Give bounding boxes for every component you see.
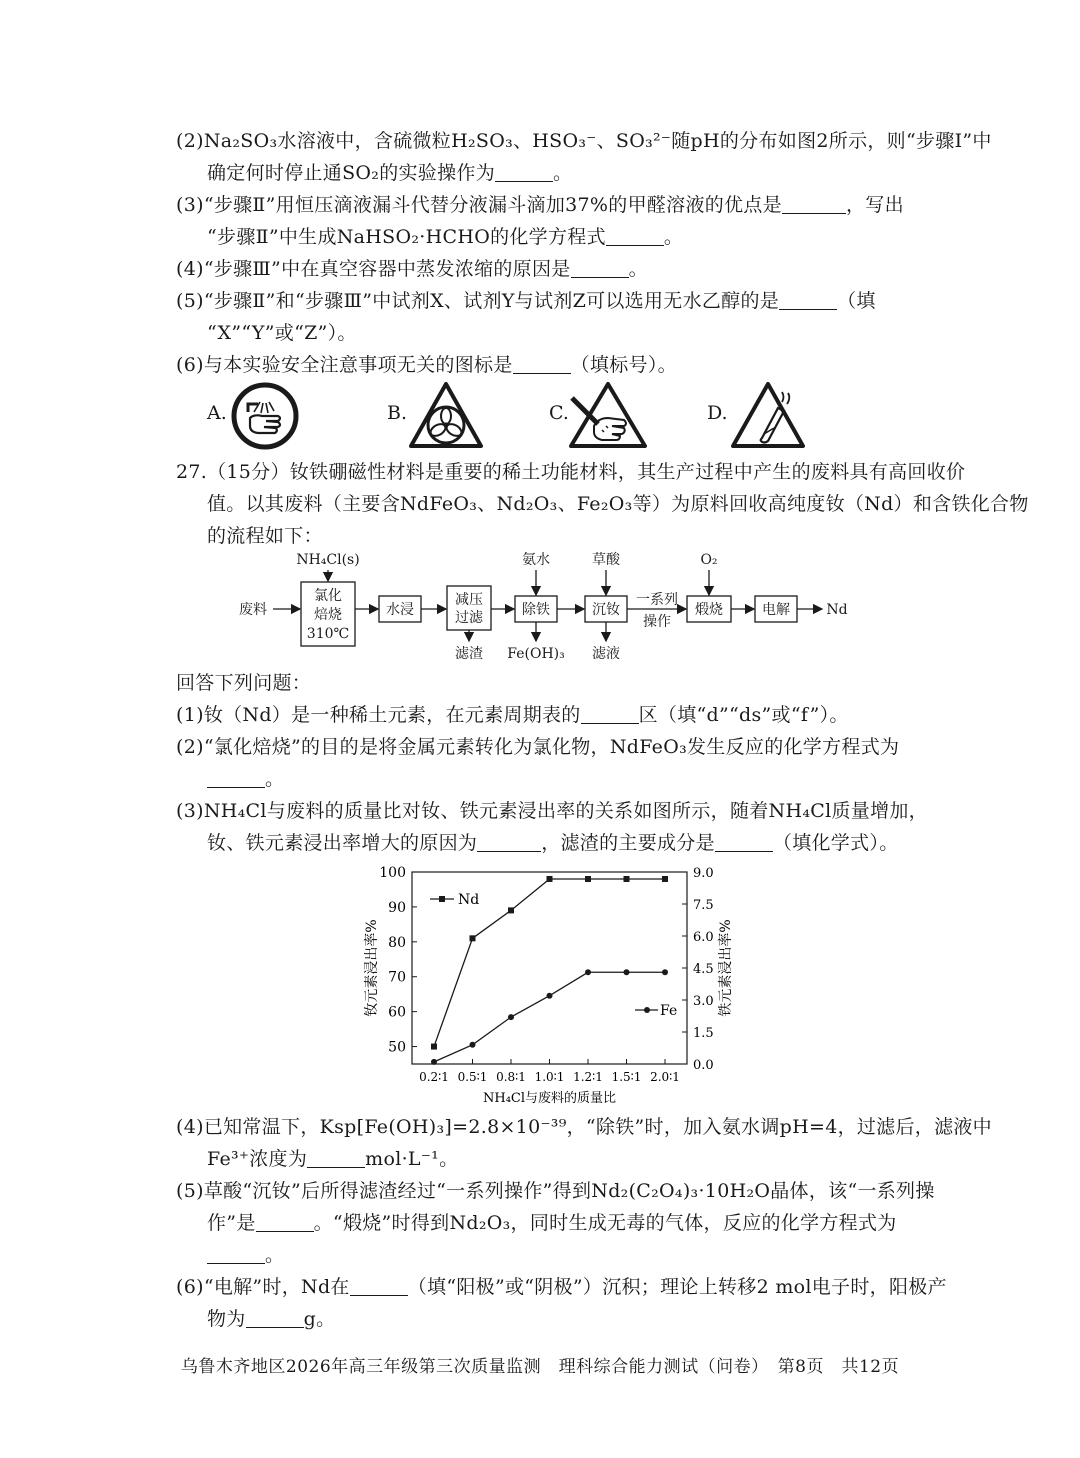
- leach-rate-chart: [350, 858, 750, 1108]
- process-flow-diagram: [225, 548, 865, 668]
- answer-blank[interactable]: [477, 831, 541, 852]
- flow-box1-line2: 焙烧: [314, 607, 342, 623]
- answer-prompt: 回答下列问题：: [176, 672, 312, 694]
- q27-intro-line1: 27.（15分）钕铁硼磁性材料是重要的稀土功能材料，其生产过程中产生的废料具有高回收价: [176, 461, 966, 483]
- flow-arrow-label-line1: 一系列: [636, 592, 678, 608]
- q26-part2-line1: (2)Na₂SO₃水溶液中，含硫微粒H₂SO₃、HSO₃⁻、SO₃²⁻随pH的分布如图2所示，则“步骤Ⅰ”中: [176, 130, 992, 152]
- flow-reagent-nh4cl: NH₄Cl(s): [296, 552, 360, 568]
- right-tick-label: 3.0: [693, 994, 714, 1009]
- x-axis-label: NH₄Cl与废料的质量比: [482, 1091, 617, 1106]
- exhaust-fan-icon: [408, 380, 484, 450]
- flow-box3-line2: 过滤: [455, 610, 483, 626]
- x-tick-label: 0.2∶1: [419, 1070, 449, 1084]
- q27-part2-line1: (2)“氯化焙烧”的目的是将金属元素转化为氯化物，NdFeO₃发生反应的化学方程式为: [176, 736, 900, 758]
- right-tick-label: 6.0: [693, 930, 714, 945]
- right-tick-label: 0.0: [693, 1058, 714, 1073]
- data-point-fe: [624, 969, 630, 975]
- option-b-label: B.: [387, 402, 408, 424]
- answer-blank[interactable]: [581, 703, 639, 724]
- q27-part5-line3: 。: [207, 1242, 284, 1268]
- right-tick-label: 7.5: [693, 898, 714, 913]
- page-footer: 乌鲁木齐地区2026年高三年级第三次质量监测 理科综合能力测试（问卷） 第8页 共12页: [180, 1357, 900, 1377]
- x-tick-label: 1.5∶1: [611, 1070, 642, 1084]
- x-tick-label: 1.0∶1: [534, 1070, 565, 1084]
- answer-blank[interactable]: [606, 225, 664, 246]
- q27-intro-line2: 值。以其废料（主要含NdFeO₃、Nd₂O₃、Fe₂O₃等）为原料回收高纯度钕（Nd）和含铁化合物: [207, 493, 1029, 515]
- answer-blank[interactable]: [715, 831, 773, 852]
- q27-part3-line2: 钕、铁元素浸出率增大的原因为 ，滤渣的主要成分是 （填化学式）。: [207, 832, 899, 854]
- q27-part6-line2: 物为 g。: [207, 1308, 336, 1330]
- q26-part2-line2: 确定何时停止通SO₂的实验操作为 。: [207, 162, 573, 184]
- left-tick-label: 100: [379, 865, 406, 881]
- q26-part6: (6)与本实验安全注意事项无关的图标是 （填标号）。: [176, 354, 677, 376]
- sharp-object-icon: [568, 380, 648, 450]
- flow-end-label: Nd: [826, 602, 848, 618]
- q26-part4: (4)“步骤Ⅲ”中在真空容器中蒸发浓缩的原因是 。: [176, 258, 648, 280]
- data-point-fe: [470, 1042, 476, 1048]
- flow-out-residue: 滤渣: [455, 646, 483, 662]
- data-point-nd: [470, 935, 476, 941]
- data-point-nd: [624, 876, 630, 882]
- flow-box6-label: 煅烧: [695, 602, 723, 618]
- data-point-nd: [508, 907, 514, 913]
- data-point-fe: [508, 1014, 514, 1020]
- x-tick-label: 0.5∶1: [457, 1070, 488, 1084]
- data-point-nd: [585, 876, 591, 882]
- flow-reagent-o2: O₂: [700, 552, 718, 568]
- flow-box2-label: 水浸: [386, 602, 414, 618]
- data-point-nd: [547, 876, 553, 882]
- x-tick-label: 1.2∶1: [573, 1070, 603, 1084]
- q27-part2-line2: 。: [207, 766, 284, 792]
- wash-hands-icon: [230, 382, 300, 450]
- flow-out-filtrate: 滤液: [592, 646, 620, 662]
- legend-fe-label: Fe: [660, 1003, 678, 1019]
- series-line-fe: [434, 972, 665, 1062]
- answer-blank[interactable]: [207, 767, 265, 788]
- flow-box5-label: 沉钕: [592, 602, 620, 618]
- q26-part3-line2: “步骤Ⅱ”中生成NaHSO₂·HCHO的化学方程式 。: [207, 226, 684, 248]
- left-tick-label: 60: [388, 1004, 406, 1021]
- q27-part4-line2: Fe³⁺浓度为 mol·L⁻¹。: [207, 1148, 459, 1170]
- option-c-label: C.: [549, 402, 569, 424]
- x-tick-label: 0.8∶1: [496, 1070, 526, 1084]
- answer-blank[interactable]: [495, 161, 553, 182]
- flow-arrow-label-line2: 操作: [643, 614, 671, 630]
- answer-blank[interactable]: [513, 353, 571, 374]
- left-axis-label: 钕元素浸出率%: [364, 919, 380, 1017]
- q27-intro-line3: 的流程如下：: [207, 525, 323, 547]
- flow-box7-label: 电解: [762, 602, 790, 618]
- answer-blank[interactable]: [782, 193, 846, 214]
- answer-blank[interactable]: [307, 1147, 365, 1168]
- flow-out-feoh3: Fe(OH)₃: [507, 646, 565, 662]
- x-tick-label: 2.0∶1: [650, 1070, 680, 1084]
- right-tick-label: 1.5: [693, 1026, 714, 1041]
- q27-part4-line1: (4)已知常温下，Ksp[Fe(OH)₃]=2.8×10⁻³⁹，“除铁”时，加入氨水调pH=4，过滤后，滤液中: [176, 1116, 992, 1138]
- q27-part3-line1: (3)NH₄Cl与废料的质量比对钕、铁元素浸出率的关系如图所示，随着NH₄Cl质量增加，: [176, 800, 928, 822]
- legend-nd-marker: [439, 896, 445, 902]
- q27-part6-line1: (6)“电解”时，Nd在 （填“阳极”或“阴极”）沉积；理论上转移2 mol电子时，阳极产: [176, 1276, 947, 1298]
- flow-start-label: 废料: [239, 602, 267, 618]
- option-a-label: A.: [207, 402, 227, 424]
- data-point-fe: [547, 993, 553, 999]
- flow-box4-label: 除铁: [522, 602, 550, 618]
- legend-fe-marker: [644, 1007, 650, 1013]
- answer-blank[interactable]: [246, 1307, 304, 1328]
- flow-reagent-oxalic: 草酸: [592, 552, 620, 568]
- right-axis-label: 铁元素浸出率%: [718, 919, 734, 1017]
- answer-blank[interactable]: [207, 1243, 265, 1264]
- flow-box1-line3: 310℃: [306, 626, 350, 642]
- hot-test-tube-icon: [730, 380, 806, 450]
- right-tick-label: 4.5: [693, 962, 714, 977]
- answer-blank[interactable]: [256, 1211, 314, 1232]
- answer-blank[interactable]: [350, 1275, 408, 1296]
- answer-blank[interactable]: [779, 289, 837, 310]
- data-point-nd: [431, 1044, 437, 1050]
- plot-frame: [412, 872, 687, 1064]
- q27-part5-line2: 作”是 。“煅烧”时得到Nd₂O₃，同时生成无毒的气体，反应的化学方程式为: [207, 1212, 897, 1234]
- q27-part1: (1)钕（Nd）是一种稀土元素，在元素周期表的 区（填“d”“ds”或“f”）。: [176, 704, 849, 726]
- q26-part3-line1: (3)“步骤Ⅱ”用恒压滴液漏斗代替分液漏斗滴加37%的甲醛溶液的优点是 ，写出: [176, 194, 904, 216]
- flow-box3-line1: 减压: [455, 592, 483, 608]
- flow-reagent-ammonia: 氨水: [522, 552, 550, 568]
- q26-part5-line1: (5)“步骤Ⅱ”和“步骤Ⅲ”中试剂X、试剂Y与试剂Z可以选用无水乙醇的是 （填: [176, 290, 876, 312]
- data-point-nd: [662, 876, 668, 882]
- legend-nd-label: Nd: [458, 892, 480, 908]
- answer-blank[interactable]: [571, 257, 629, 278]
- q26-part5-line2: “X”“Y”或“Z”）。: [207, 322, 357, 344]
- data-point-fe: [585, 969, 591, 975]
- left-tick-label: 70: [388, 969, 406, 986]
- data-point-fe: [662, 969, 668, 975]
- left-tick-label: 50: [388, 1039, 406, 1056]
- flow-box1-line1: 氯化: [314, 588, 342, 604]
- right-tick-label: 9.0: [693, 866, 714, 881]
- left-tick-label: 90: [388, 899, 406, 916]
- q27-part5-line1: (5)草酸“沉钕”后所得滤渣经过“一系列操作”得到Nd₂(C₂O₄)₃·10H₂O晶体，该“一系列操: [176, 1180, 935, 1202]
- data-point-fe: [431, 1059, 437, 1065]
- option-d-label: D.: [707, 402, 728, 424]
- left-tick-label: 80: [388, 934, 406, 951]
